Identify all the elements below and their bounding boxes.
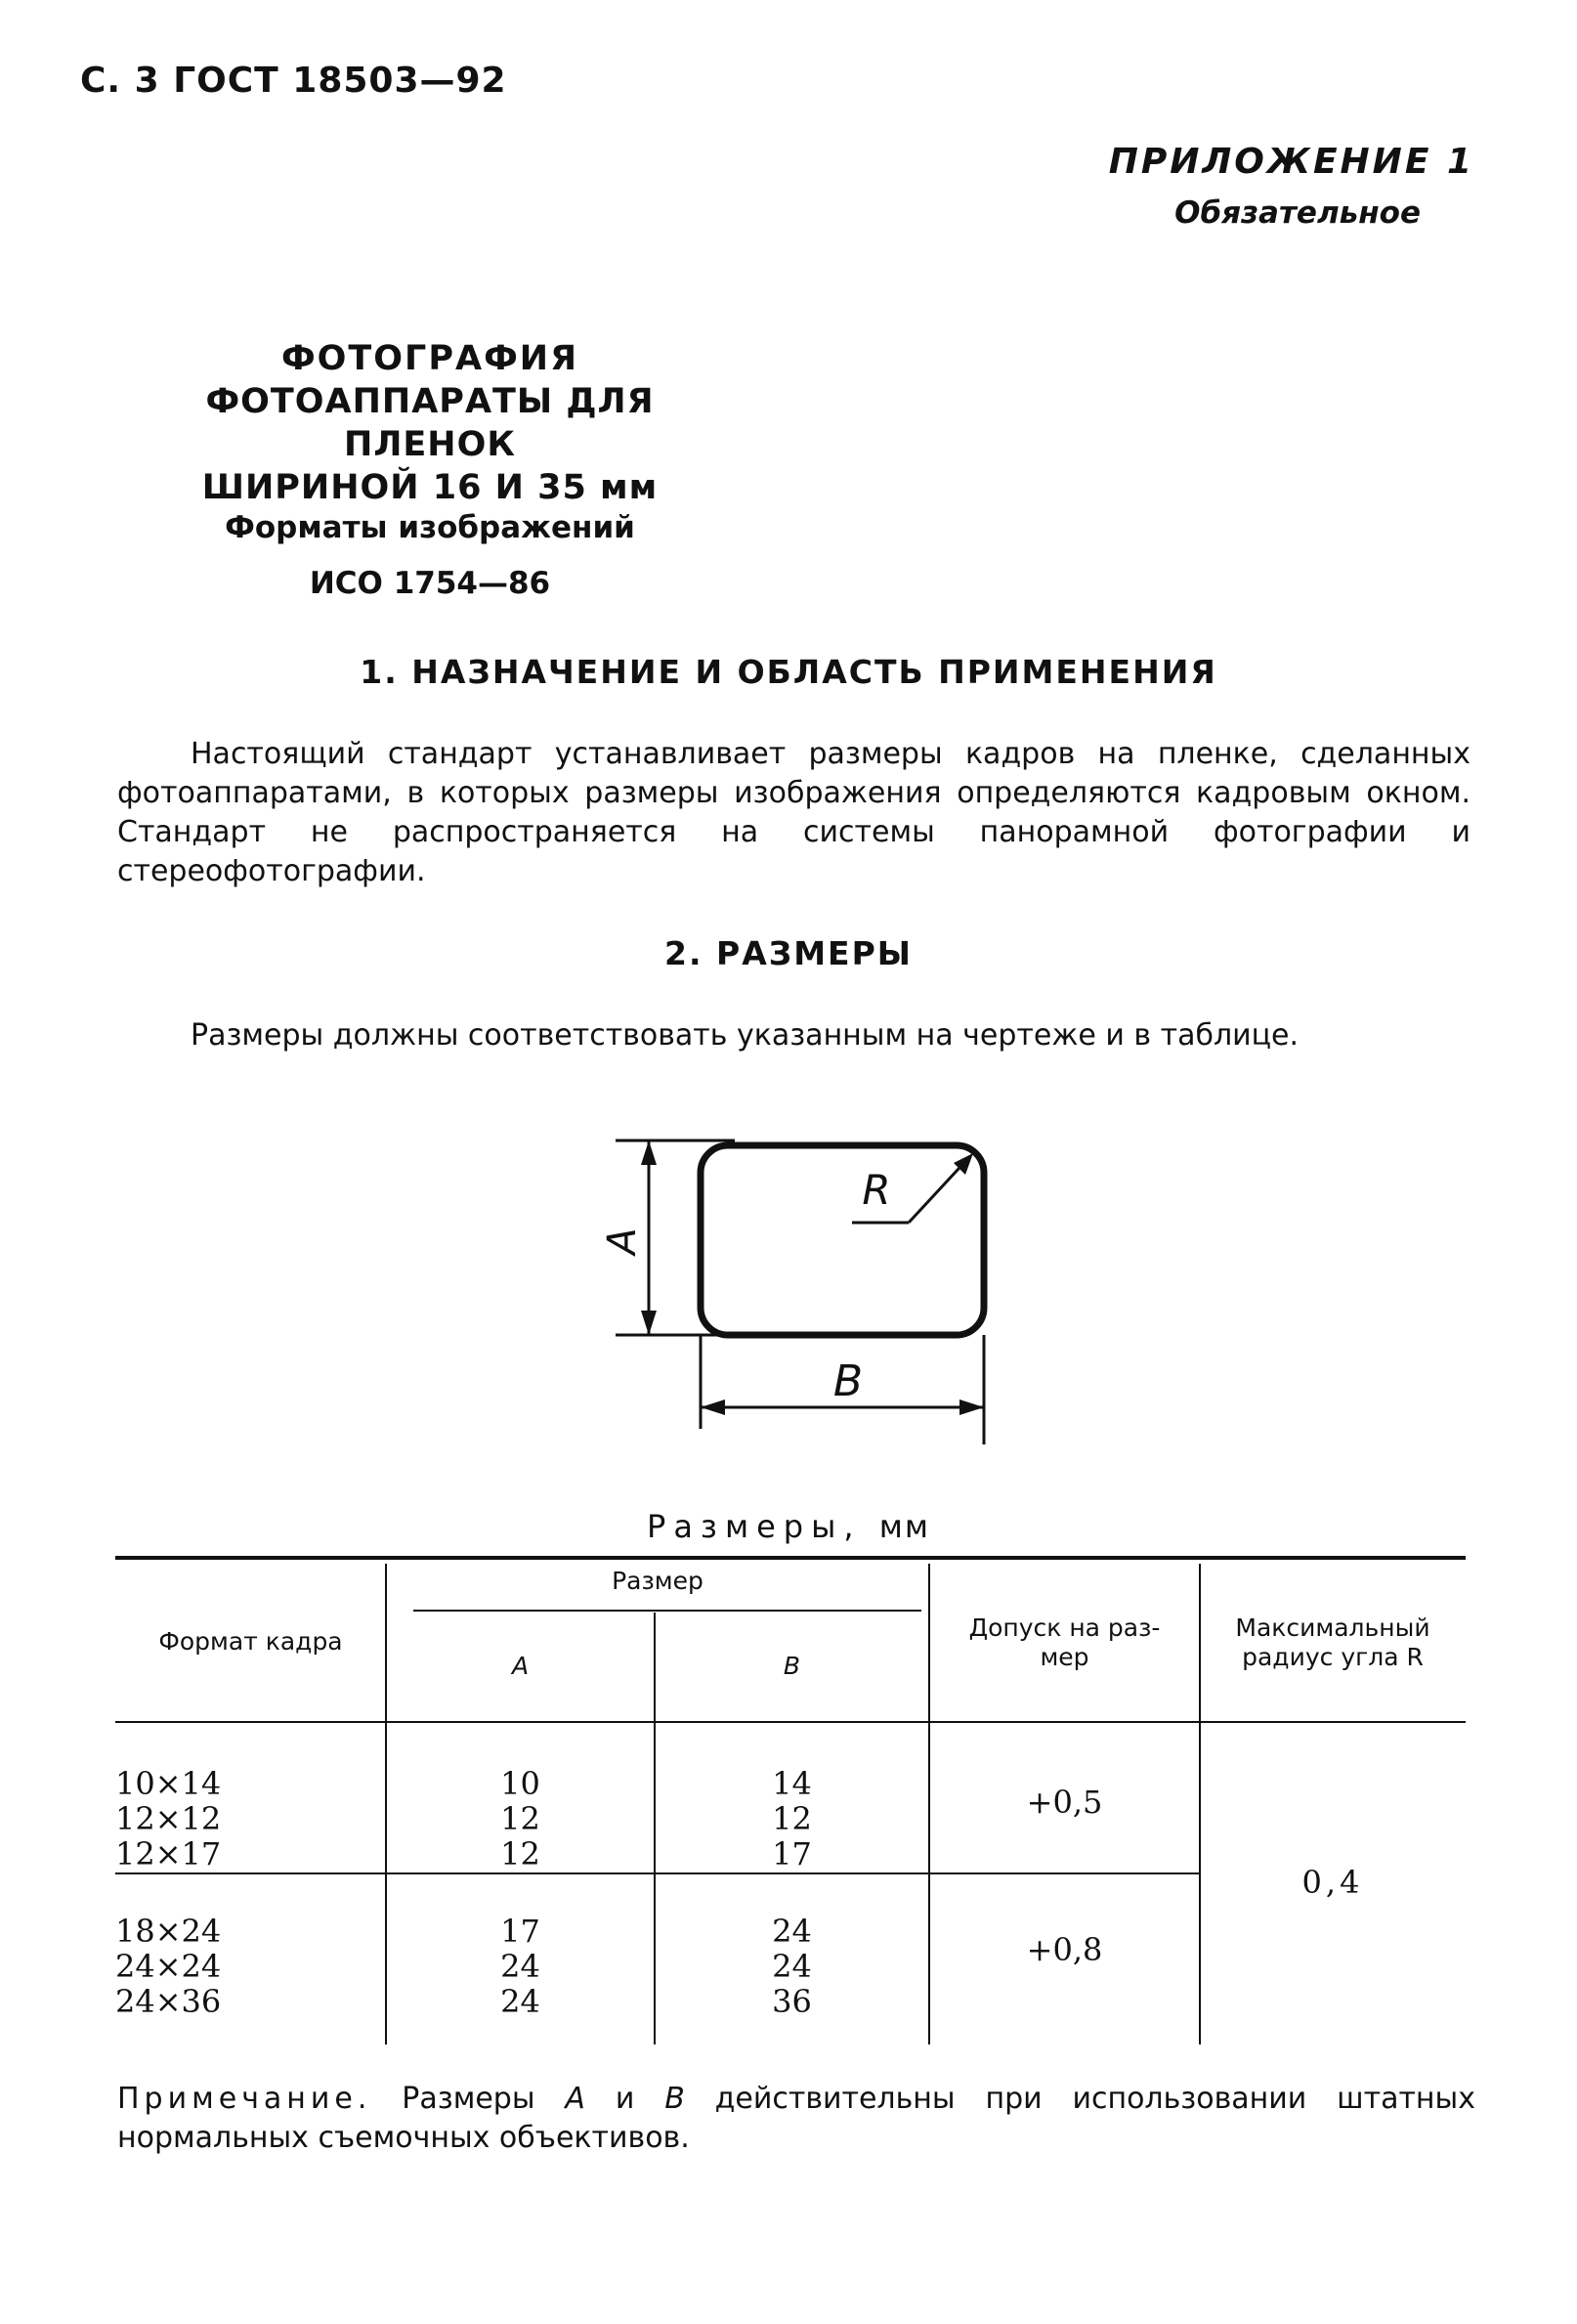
cell-a: 12	[500, 1835, 540, 1872]
table-row	[115, 1914, 221, 2019]
cell-b: 17	[772, 1835, 812, 1872]
table-note	[117, 2080, 1475, 2158]
table-column-b-group-2	[655, 1914, 929, 2019]
header-tolerance	[929, 1614, 1200, 1672]
cell-a: 24	[500, 1948, 540, 1985]
table-column-b-group-1	[655, 1766, 929, 1872]
cell-format: 12×12	[115, 1800, 222, 1837]
section-2-text: Размеры должны соответствовать указанным на чертеже и в таблице.	[191, 1018, 1300, 1053]
note-text-3: действительны при использовании штатных нормальных съемочных объективов.	[117, 2082, 1475, 2155]
header-a: А	[511, 1652, 530, 1680]
cell-format: 24×24	[115, 1948, 222, 1985]
table-caption-unit: мм	[878, 1508, 930, 1545]
header-tolerance-line2: мер	[1040, 1643, 1089, 1671]
cell-b: 14	[772, 1765, 812, 1802]
page-header: С. 3 ГОСТ 18503—92	[80, 61, 507, 101]
cell-b: 24	[772, 1948, 812, 1985]
table-row	[115, 1766, 221, 1872]
title-line-3: ШИРИНОЙ 16 И 35 мм	[201, 468, 659, 507]
cell-b: 24	[772, 1913, 812, 1950]
note-a: А	[565, 2082, 585, 2116]
note-text-1: Размеры	[402, 2082, 535, 2116]
title-line-2: ФОТОАППАРАТЫ ДЛЯ ПЛЕНОК	[205, 382, 655, 464]
table-column-a-group-2	[386, 1914, 655, 2019]
note-b: В	[664, 2082, 685, 2116]
cell-a: 10	[500, 1765, 540, 1802]
header-b: В	[783, 1652, 801, 1680]
appendix-status: Обязательное	[1174, 195, 1421, 231]
cell-format: 12×17	[115, 1835, 222, 1872]
cell-b: 36	[772, 1983, 812, 2020]
cell-tolerance-group-1: +0,5	[1026, 1784, 1103, 1821]
cell-a: 17	[500, 1913, 540, 1950]
section-1-text: Настоящий стандарт устанавливает размеры кадров на пленке, сделанных фотоаппаратами, в которых размеры изображения определяются кадровым окном. Стандарт не распространяется на системы панорамной фотографии и стереофотографии.	[117, 737, 1470, 888]
table-column-a-group-1	[386, 1766, 655, 1872]
note-text-2: и	[615, 2082, 635, 2116]
cell-max-radius: 0,4	[1301, 1864, 1364, 1901]
cell-a: 24	[500, 1983, 540, 2020]
cell-format: 18×24	[115, 1913, 222, 1950]
section-2-heading: 2. РАЗМЕРЫ	[664, 934, 913, 972]
header-format: Формат кадра	[158, 1627, 343, 1656]
title-line-4: Форматы изображений	[225, 510, 635, 545]
note-lead: Примечание.	[117, 2082, 372, 2116]
cell-format: 10×14	[115, 1765, 222, 1802]
label-b: B	[832, 1356, 864, 1406]
title-line-1: ФОТОГРАФИЯ	[280, 339, 579, 378]
label-r: R	[862, 1166, 891, 1214]
label-a: A	[600, 1227, 645, 1255]
header-radius-line2: радиус угла R	[1242, 1643, 1424, 1671]
appendix-title: ПРИЛОЖЕНИЕ 1	[1108, 142, 1474, 182]
header-radius	[1200, 1614, 1466, 1672]
cell-tolerance-group-2: +0,8	[1026, 1931, 1103, 1968]
cell-a: 12	[500, 1800, 540, 1837]
table-caption-main: Размеры,	[647, 1508, 862, 1545]
section-1-heading: 1. НАЗНАЧЕНИЕ И ОБЛАСТЬ ПРИМЕНЕНИЯ	[360, 653, 1217, 691]
header-size: Размер	[612, 1567, 703, 1595]
header-tolerance-line1: Допуск на раз-	[968, 1614, 1161, 1642]
cell-b: 12	[772, 1800, 812, 1837]
title-line-5: ИСО 1754—86	[309, 566, 551, 601]
header-radius-line1: Максимальный	[1235, 1614, 1430, 1642]
cell-format: 24×36	[115, 1983, 222, 2020]
